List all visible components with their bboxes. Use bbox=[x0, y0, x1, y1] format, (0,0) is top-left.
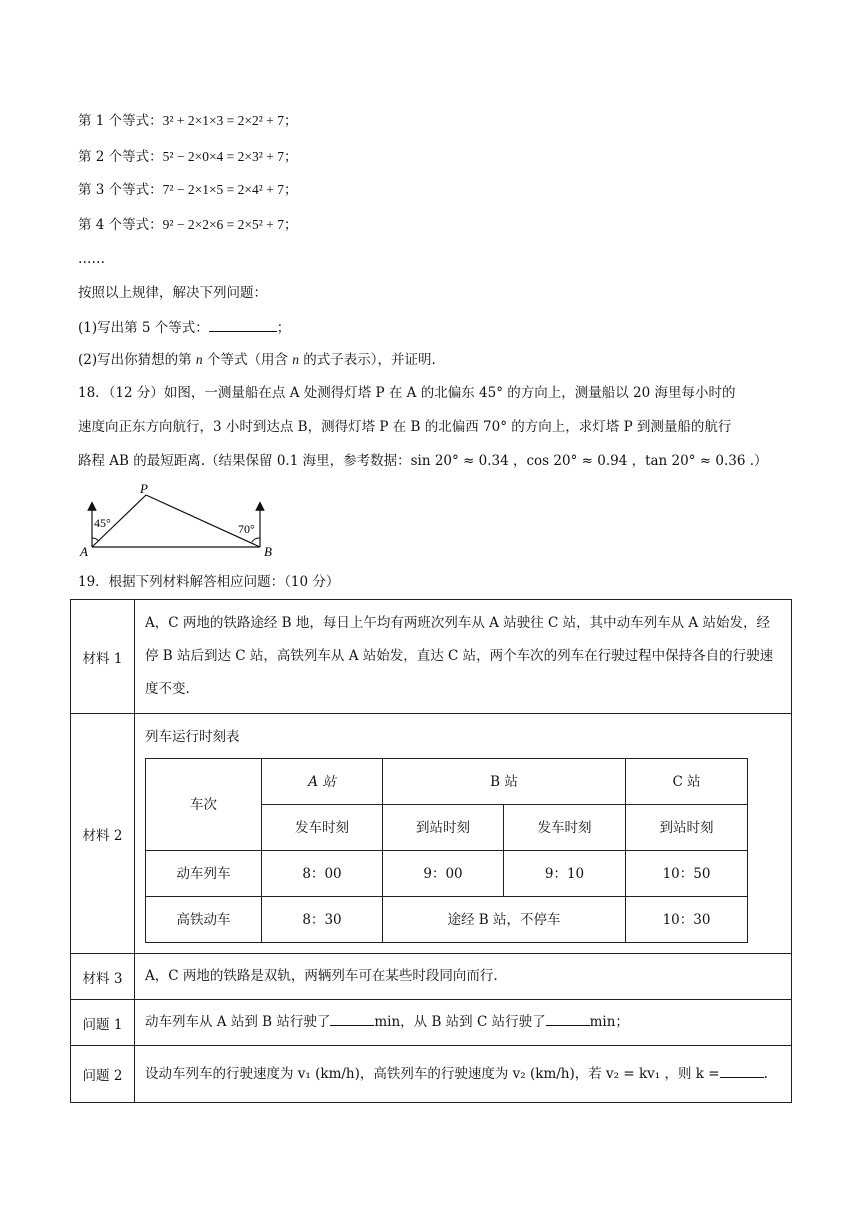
angle-arc-b bbox=[252, 538, 260, 542]
train-name: 动车列车 bbox=[146, 851, 262, 897]
timetable-subheader-depart: 发车时刻 bbox=[504, 805, 626, 851]
question-2-text-c: 的式子表示），并证明. bbox=[299, 352, 436, 368]
timetable-header-train: 车次 bbox=[146, 759, 262, 851]
equation-label: 第 4 个等式： bbox=[78, 217, 163, 233]
equation-formula: 7² − 2×1×5 = 2×4² + 7； bbox=[162, 182, 298, 197]
equation-label: 第 3 个等式： bbox=[78, 182, 163, 198]
timetable bbox=[145, 758, 748, 943]
equation-formula: 3² + 2×1×3 = 2×2² + 7； bbox=[162, 113, 298, 128]
question-1-unit: min，从 B 站到 C 站行驶了 bbox=[374, 1014, 546, 1030]
equation-1 bbox=[78, 111, 297, 131]
a-depart-time: 8：00 bbox=[262, 851, 383, 897]
material-1-label: 材料 1 bbox=[71, 600, 135, 714]
problem-18-line-1: 18．（12 分）如图，一测量船在点 A 处测得灯塔 P 在 A 的北偏东 45° 的方向上，测量船以 20 海里每小时的 bbox=[78, 385, 736, 401]
b-arrive-time: 9：00 bbox=[383, 851, 504, 897]
question-1-label: 问题 1 bbox=[71, 1000, 135, 1046]
answer-blank[interactable] bbox=[330, 1011, 374, 1026]
point-label-a: A bbox=[80, 544, 88, 559]
material-3-row bbox=[71, 954, 792, 1000]
problem-19-title: 19．根据下列材料解答相应问题：（10 分） bbox=[78, 574, 340, 590]
material-2-label: 材料 2 bbox=[71, 714, 135, 954]
material-3-label: 材料 3 bbox=[71, 954, 135, 1000]
question-2-row bbox=[71, 1046, 792, 1103]
survey-figure bbox=[78, 480, 278, 560]
timetable-subheader-arrive: 到站时刻 bbox=[383, 805, 504, 851]
material-2-row bbox=[71, 714, 792, 954]
question-1-row bbox=[71, 1000, 792, 1046]
timetable-header-station-a: A 站 bbox=[262, 759, 383, 805]
question-1-text: 动车列车从 A 站到 B 站行驶了 bbox=[145, 1014, 331, 1030]
train-name: 高铁动车 bbox=[146, 897, 262, 943]
question-2-end: . bbox=[763, 1065, 768, 1082]
angle-label-b: 70° bbox=[238, 522, 255, 536]
question-1 bbox=[78, 317, 290, 338]
answer-blank[interactable] bbox=[720, 1063, 764, 1078]
equation-formula: 9² − 2×2×6 = 2×5² + 7； bbox=[162, 217, 298, 232]
timetable-subheader-arrive: 到站时刻 bbox=[626, 805, 748, 851]
c-arrive-time: 10：30 bbox=[626, 897, 748, 943]
angle-arc-a bbox=[92, 538, 98, 541]
equation-4 bbox=[78, 215, 297, 235]
question-1-text: (1)写出第 5 个等式： bbox=[78, 320, 209, 336]
b-station-note: 途经 B 站，不停车 bbox=[383, 897, 626, 943]
angle-label-a: 45° bbox=[94, 516, 111, 530]
question-2-text-a: (2)写出你猜想的第 bbox=[78, 352, 196, 368]
ellipsis: …… bbox=[78, 251, 105, 267]
question-1-suffix: ； bbox=[276, 320, 291, 336]
point-label-b: B bbox=[264, 544, 272, 559]
question-2 bbox=[78, 350, 436, 370]
material-3-text: A，C 两地的铁路是双轨，两辆列车可在某些时段同向而行. bbox=[135, 954, 792, 1000]
timetable-subheader-depart: 发车时刻 bbox=[262, 805, 383, 851]
question-2-text-b: 个等式（用含 bbox=[202, 352, 293, 368]
answer-blank[interactable] bbox=[546, 1011, 590, 1026]
timetable-header-station-c: C 站 bbox=[626, 759, 748, 805]
equation-formula: 5² − 2×0×4 = 2×3² + 7； bbox=[162, 149, 298, 164]
materials-table bbox=[70, 599, 792, 1103]
material-1-row bbox=[71, 600, 792, 714]
equation-2 bbox=[78, 147, 297, 167]
c-arrive-time: 10：50 bbox=[626, 851, 748, 897]
timetable-header-station-b: B 站 bbox=[383, 759, 626, 805]
variable-n: n bbox=[292, 352, 300, 367]
variable-n: n bbox=[195, 352, 203, 367]
problem-18-line-3: 路程 AB 的最短距离.（结果保留 0.1 海里，参考数据：sin 20° ≈ 0.34 ，cos 20° ≈ 0.94 ，tan 20° ≈ 0.36 .） bbox=[78, 453, 768, 469]
equation-label: 第 1 个等式： bbox=[78, 113, 163, 129]
question-1-unit-end: min； bbox=[589, 1014, 629, 1030]
question-2-text: 设动车列车的行驶速度为 v₁ (km/h)，高铁列车的行驶速度为 v₂ (km/h)，若 v₂ = kv₁ ，则 k = bbox=[145, 1065, 720, 1082]
a-depart-time: 8：30 bbox=[262, 897, 383, 943]
equation-3 bbox=[78, 180, 297, 200]
equation-label: 第 2 个等式： bbox=[78, 149, 163, 165]
instruction: 按照以上规律，解决下列问题： bbox=[78, 285, 267, 301]
segment-pb bbox=[146, 495, 260, 547]
timetable-caption: 列车运行时刻表 bbox=[145, 729, 240, 745]
question-2-label: 问题 2 bbox=[71, 1046, 135, 1103]
table-row bbox=[146, 851, 748, 897]
b-depart-time: 9：10 bbox=[504, 851, 626, 897]
point-label-p: P bbox=[140, 481, 148, 496]
answer-blank[interactable] bbox=[209, 317, 277, 332]
problem-18-line-2: 速度向正东方向航行，3 小时到达点 B，测得灯塔 P 在 B 的北偏西 70° 的方向上，求灯塔 P 到测量船的航行 bbox=[78, 419, 732, 435]
table-row bbox=[146, 897, 748, 943]
material-1-text: A，C 两地的铁路途经 B 地，每日上午均有两班次列车从 A 站驶往 C 站，其中动车列车从 A 站始发，经停 B 站后到达 C 站，高铁列车从 A 站始发，直达 C 站，两个车次的列车在行驶过程中保持各自的行驶速度不变. bbox=[135, 600, 792, 714]
